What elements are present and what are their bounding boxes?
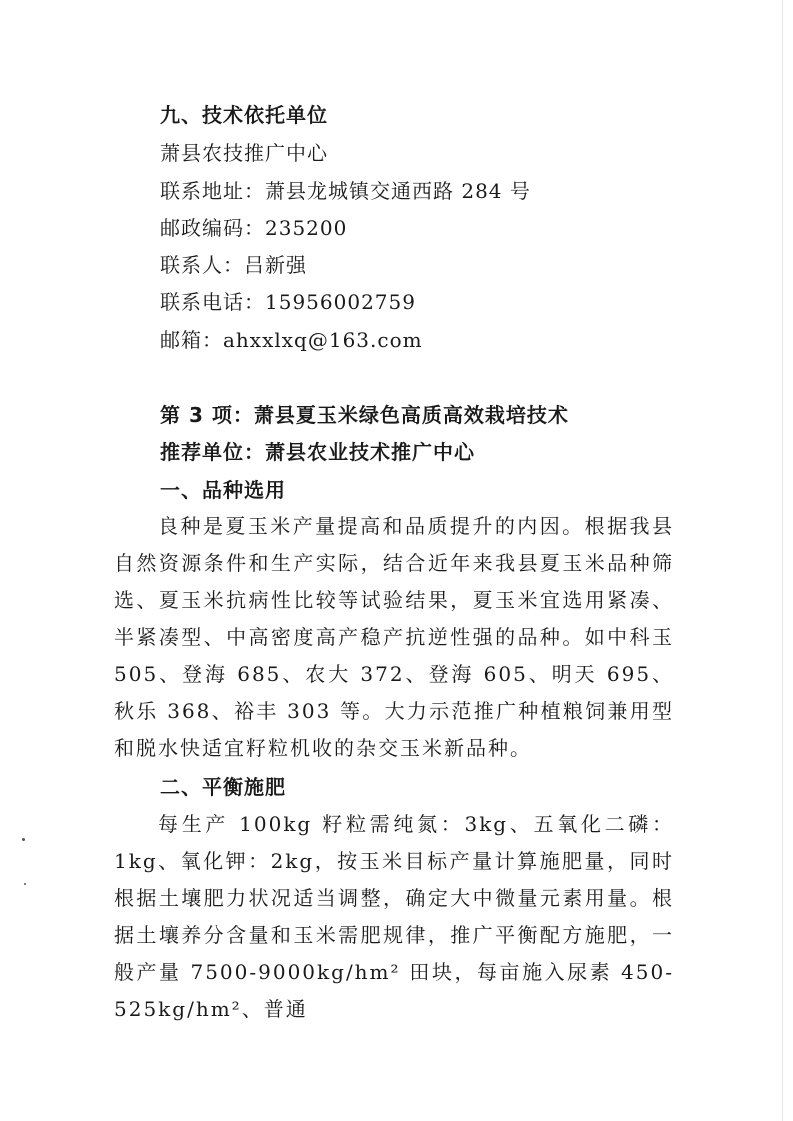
item3-title: 第 3 项：萧县夏玉米绿色高质高效栽培技术 <box>160 403 569 427</box>
section9-email: 邮箱：ahxxlxq@163.com <box>160 328 423 352</box>
scan-speck <box>24 883 26 885</box>
section2-heading: 二、平衡施肥 <box>160 775 286 799</box>
section9-postcode: 邮政编码：235200 <box>160 216 348 240</box>
section2-paragraph: 每生产 100kg 籽粒需纯氮：3kg、五氧化二磷：1kg、氧化钾：2kg，按玉米目标产量计算施肥量，同时根据土壤肥力状况适当调整，确定大中微量元素用量。根据土壤养分含量和玉米需肥规律，推广平衡配方施肥，一般产量 7500-9000kg/hm² 田块，每亩施入尿素 450-525kg/hm²、普通 <box>114 812 674 1021</box>
section9-address: 联系地址：萧县龙城镇交通西路 284 号 <box>160 179 531 203</box>
scan-edge-line <box>782 0 783 1121</box>
section9-heading: 九、技术依托单位 <box>160 103 328 127</box>
item3-recommender: 推荐单位：萧县农业技术推广中心 <box>160 440 475 464</box>
section9-contact: 联系人：吕新强 <box>160 253 307 277</box>
scan-speck <box>22 838 25 841</box>
section9-phone: 联系电话：15956002759 <box>160 290 416 314</box>
section9-org: 萧县农技推广中心 <box>160 141 328 165</box>
section1-paragraph: 良种是夏玉米产量提高和品质提升的内因。根据我县自然资源条件和生产实际，结合近年来我县夏玉米品种筛选、夏玉米抗病性比较等试验结果，夏玉米宜选用紧凑、半紧凑型、中高密度高产稳产抗逆性强的品种。如中科玉 505、登海 685、农大 372、登海 605、明天 695、秋乐 368、裕丰 303 等。大力示范推广种植粮饲兼用型和脱水快适宜籽粒机收的杂交玉米新品种。 <box>114 514 674 760</box>
section1-heading: 一、品种选用 <box>160 478 286 502</box>
